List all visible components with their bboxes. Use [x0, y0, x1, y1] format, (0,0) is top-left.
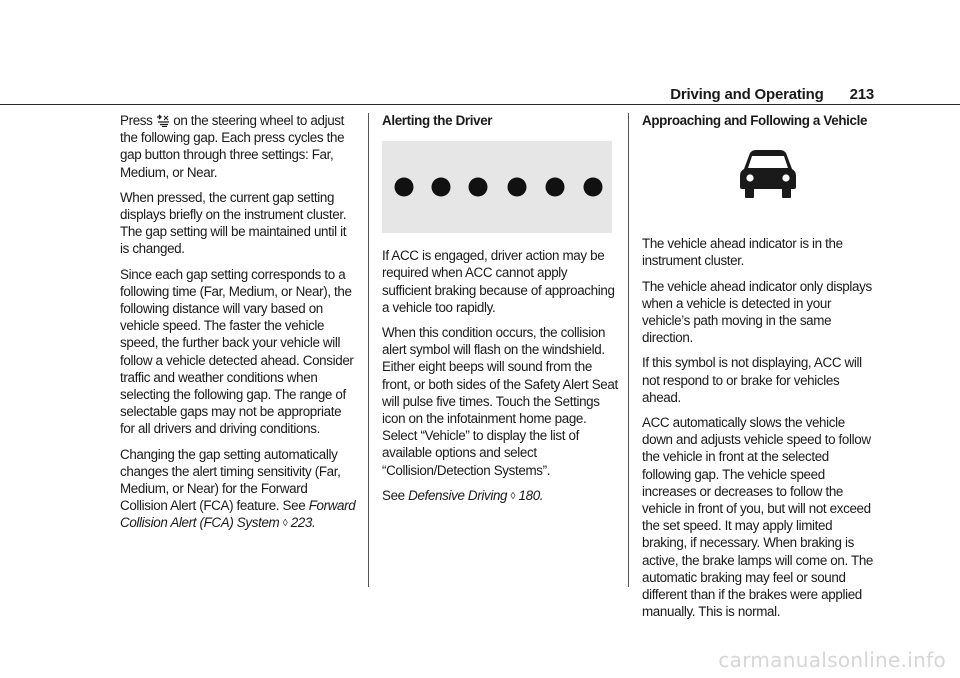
watermark: carmanualsonline.info: [718, 648, 946, 672]
fca-link[interactable]: Forward Collision Alert (FCA) System: [120, 498, 356, 531]
page-number: 213: [849, 86, 874, 103]
paragraph: When this condition occurs, the collision alert symbol will flash on the windshield. Either eight beeps will sound from the front, or both sides of the Safety Alert Seat will pulse five times. Touch the Settings icon on the infotainment home page. Select “Vehicle” to display the list of available options and select “Collision/Detection Systems”.: [382, 325, 618, 478]
paragraph: If ACC is engaged, driver action may be required when ACC cannot apply sufficient braking because of approaching a vehicle too rapidly.: [382, 248, 615, 315]
alert-dot: [432, 178, 451, 197]
paragraph: ACC automatically slows the vehicle down and adjusts vehicle speed to follow the vehicle in front at the selected following gap. The vehicle speed increases or decreases to follow the vehicle in front of you, but will not exceed the set speed. It may apply limited braking, if necessary. When braking is active, the brake lamps will come on. The automatic braking may feel or sound different than if the brakes were applied manually. This is normal.: [642, 415, 874, 620]
column-divider-1: [368, 113, 369, 587]
paragraph: The vehicle ahead indicator only displays when a vehicle is detected in your vehicle’s path moving in the same direction.: [642, 278, 872, 346]
page-ref[interactable]: 180.: [518, 487, 544, 503]
alert-dot: [584, 178, 603, 197]
section-heading: Approaching and Following a Vehicle: [642, 113, 868, 128]
collision-alert-dots: [382, 141, 612, 233]
column-3: [642, 112, 878, 628]
paragraph: When pressed, the current gap setting displays briefly on the instrument cluster. The gap setting will be maintained until it is changed.: [120, 189, 347, 257]
header-rule: [0, 104, 960, 105]
section-heading: Alerting the Driver: [382, 113, 493, 128]
paragraph: Since each gap setting corresponds to a following time (Far, Medium, or Near), the following distance will vary based on vehicle speed. The faster the vehicle speed, the further back your vehicle will follow a vehicle detected ahead. Consider traffic and weather conditions when selecting the following gap. The range of selectable gaps may not be appropriate for all drivers and driving conditions.: [120, 266, 354, 437]
paragraph: The vehicle ahead indicator is in the instrument cluster.: [642, 236, 843, 269]
column-2: [382, 112, 618, 513]
following-gap-icon: [156, 114, 170, 127]
alert-dot: [508, 178, 527, 197]
section-title: Driving and Operating: [670, 86, 824, 103]
vehicle-ahead-icon: [642, 137, 878, 229]
page-ref-arrow-icon: ◊: [282, 518, 288, 530]
page-ref[interactable]: 223.: [290, 515, 316, 531]
paragraph: Changing the gap setting automatically changes the alert timing sensitivity (Far, Medium, or Near) for the Forward Collision Alert (FCA) feature. See Forward Collision Alert (FCA) System ◊ 223.: [120, 446, 356, 531]
alert-dot: [395, 178, 414, 197]
page-header: [670, 86, 874, 103]
alert-dot: [546, 178, 565, 197]
page-ref-arrow-icon: ◊: [510, 490, 516, 502]
column-1: [120, 112, 356, 541]
gap-paragraph: Press on the steering wheel to adjust the following gap. Each press cycles the gap button through three settings: Far, Medium, or Near.: [120, 113, 345, 180]
alert-dot: [469, 178, 488, 197]
column-divider-2: [628, 113, 629, 587]
paragraph: If this symbol is not displaying, ACC will not respond to or brake for vehicles ahead.: [642, 355, 862, 405]
defensive-driving-link[interactable]: Defensive Driving: [408, 487, 508, 503]
paragraph: See Defensive Driving ◊ 180.: [382, 487, 544, 503]
